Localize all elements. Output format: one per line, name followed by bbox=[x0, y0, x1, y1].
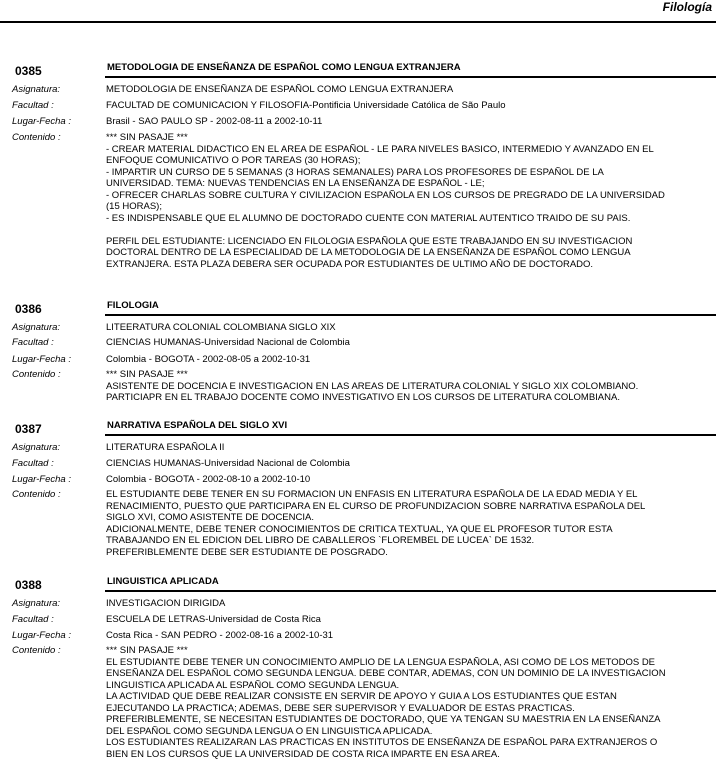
lugar-fecha-label: Lugar-Fecha : bbox=[12, 116, 71, 127]
entry-code: 0387 bbox=[15, 422, 42, 436]
entry-code: 0388 bbox=[15, 578, 42, 592]
asignatura-label: Asignatura: bbox=[12, 84, 61, 95]
facultad-value: CIENCIAS HUMANAS-Universidad Nacional de Colombia bbox=[106, 458, 350, 469]
header-divider bbox=[0, 21, 716, 23]
lugar-fecha-value: Costa Rica - SAN PEDRO - 2002-08-16 a 2002-10-31 bbox=[106, 630, 334, 641]
entry-code: 0385 bbox=[15, 64, 42, 78]
facultad-label: Facultad : bbox=[12, 100, 54, 111]
entry-title: FILOLOGIA bbox=[107, 300, 159, 311]
entry-title: METODOLOGIA DE ENSEÑANZA DE ESPAÑOL COMO LENGUA EXTRANJERA bbox=[107, 62, 461, 73]
contenido-label: Contenido : bbox=[12, 132, 61, 143]
facultad-label: Facultad : bbox=[12, 614, 54, 625]
contenido-value: *** SIN PASAJE *** ASISTENTE DE DOCENCIA E INVESTIGACION EN LAS AREAS DE LITERATURA COLONIAL Y SIGLO XIX COLOMBIANO. PARTICIAPR EN EL TRABAJO DOCENTE COMO INVESTIGATIVO EN LOS CURSOS DE LITERATURA COLOMBIANA. bbox=[106, 369, 639, 403]
lugar-fecha-label: Lugar-Fecha : bbox=[12, 474, 71, 485]
facultad-label: Facultad : bbox=[12, 458, 54, 469]
entry-divider bbox=[105, 314, 716, 316]
lugar-fecha-value: Colombia - BOGOTA - 2002-08-05 a 2002-10-31 bbox=[106, 354, 311, 365]
contenido-label: Contenido : bbox=[12, 489, 61, 500]
entry-divider bbox=[105, 434, 716, 436]
entry-title: LINGUISTICA APLICADA bbox=[107, 576, 219, 587]
lugar-fecha-value: Colombia - BOGOTA - 2002-08-10 a 2002-10-10 bbox=[106, 474, 311, 485]
contenido-value: EL ESTUDIANTE DEBE TENER EN SU FORMACION UN ENFASIS EN LITERATURA ESPAÑOLA DE LA EDAD MEDIA Y EL RENACIMIENTO, PUESTO QUE PARTICIPARA EN EL CURSO DE PROFUNDIZACION SOBRE NARRATIVA ESPAÑOLA DEL SIGLO XVI, COMO ASISTENTE DE DOCENCIA. ADICIONALMENTE, DEBE TENER CONOCIMIENTOS DE CRITICA TEXTUAL, YA QUE EL PROFESOR TUTOR ESTA TRABAJANDO EN EL EDICION DEL LIBRO DE CABALLEROS `FLOREMBEL DE LUCEA` DE 1532. PREFERIBLEMENTE DEBE SER ESTUDIANTE DE POSGRADO. bbox=[106, 489, 646, 558]
asignatura-value: LITERATURA ESPAÑOLA II bbox=[106, 442, 225, 453]
lugar-fecha-label: Lugar-Fecha : bbox=[12, 630, 71, 641]
asignatura-label: Asignatura: bbox=[12, 598, 61, 609]
asignatura-value: INVESTIGACION DIRIGIDA bbox=[106, 598, 226, 609]
asignatura-value: LITEERATURA COLONIAL COLOMBIANA SIGLO XIX bbox=[106, 322, 336, 333]
lugar-fecha-label: Lugar-Fecha : bbox=[12, 354, 71, 365]
contenido-label: Contenido : bbox=[12, 369, 61, 380]
contenido-value: *** SIN PASAJE *** EL ESTUDIANTE DEBE TENER UN CONOCIMIENTO AMPLIO DE LA LENGUA ESPAÑOLA, ASI COMO DE LOS METODOS DE ENSEÑANZA DEL ESPAÑOL COMO SEGUNDA LENGUA. DEBE CONTAR, ADEMAS, CON UN DOMINIO DE LA INVESTIGACION LINGUISTICA APLICADA AL ESPAÑOL COMO SEGUNDA LENGUA. LA ACTIVIDAD QUE DEBE REALIZAR CONSISTE EN SERVIR DE APOYO Y GUIA A LOS ESTUDIANTES QUE ESTAN EJECUTANDO LA PRACTICA; ADEMAS, DEBE SER SUPERVISOR Y EVALUADOR DE ESTAS PRACTICAS. PREFERIBLEMENTE, SE NECESITAN ESTUDIANTES DE DOCTORADO, QUE YA TENGAN SU MAESTRIA EN LA ENSEÑANZA DEL ESPAÑOL COMO SEGUNDA LENGUA O EN LINGUISTICA APLICADA. LOS ESTUDIANTES REALIZARAN LAS PRACTICAS EN INSTITUTOS DE ENSEÑANZA DE ESPAÑOL PARA EXTRANJEROS O BIEN EN LOS CURSOS QUE LA UNIVERSIDAD DE COSTA RICA IMPARTE EN ESA AREA. bbox=[106, 645, 666, 760]
facultad-value: CIENCIAS HUMANAS-Universidad Nacional de Colombia bbox=[106, 337, 350, 348]
page-title: Filología bbox=[662, 0, 712, 14]
contenido-label: Contenido : bbox=[12, 645, 61, 656]
facultad-label: Facultad : bbox=[12, 337, 54, 348]
facultad-value: FACULTAD DE COMUNICACION Y FILOSOFIA-Pontificia Universidade Católica de São Paulo bbox=[106, 100, 506, 111]
entry-title: NARRATIVA ESPAÑOLA DEL SIGLO XVI bbox=[107, 420, 288, 431]
facultad-value: ESCUELA DE LETRAS-Universidad de Costa Rica bbox=[106, 614, 321, 625]
asignatura-value: METODOLOGIA DE ENSEÑANZA DE ESPAÑOL COMO LENGUA EXTRANJERA bbox=[106, 84, 454, 95]
entry-divider bbox=[105, 590, 716, 592]
lugar-fecha-value: Brasil - SAO PAULO SP - 2002-08-11 a 2002-10-11 bbox=[106, 116, 323, 127]
asignatura-label: Asignatura: bbox=[12, 322, 61, 333]
contenido-value: *** SIN PASAJE *** - CREAR MATERIAL DIDACTICO EN EL AREA DE ESPAÑOL - LE PARA NIVELES BASICO, INTERMEDIO Y AVANZADO EN EL ENFOQUE COMUNICATIVO O POR TAREAS (30 HORAS); - IMPARTIR UN CURSO DE 5 SEMANAS (3 HORAS SEMANALES) PARA LOS PROFESORES DE ESPAÑOL DE LA UNIVERSIDAD. TEMA: NUEVAS TENDENCIAS EN LA ENSEÑANZA DE ESPAÑOL - LE; - OFRECER CHARLAS SOBRE CULTURA Y CIVILIZACION ESPAÑOLA EN LOS CURSOS DE PREGRADO DE LA UNIVERSIDAD (15 HORAS); - ES INDISPENSABLE QUE EL ALUMNO DE DOCTORADO CUENTE CON MATERIAL AUTENTICO TRAIDO DE SU PAIS. PERFIL DEL ESTUDIANTE: LICENCIADO EN FILOLOGIA ESPAÑOLA QUE ESTE TRABAJANDO EN SU INVESTIGACION DOCTORAL DENTRO DE LA ESPECIALIDAD DE LA METODOLOGIA DE LA ENSEÑANZA DE ESPAÑOL COMO LENGUA EXTRANJERA. ESTA PLAZA DEBERA SER OCUPADA POR ESTUDIANTES DE ULTIMO AÑO DE DOCTORADO. bbox=[106, 132, 665, 270]
entry-code: 0386 bbox=[15, 302, 42, 316]
entry-divider bbox=[105, 76, 716, 78]
asignatura-label: Asignatura: bbox=[12, 442, 61, 453]
